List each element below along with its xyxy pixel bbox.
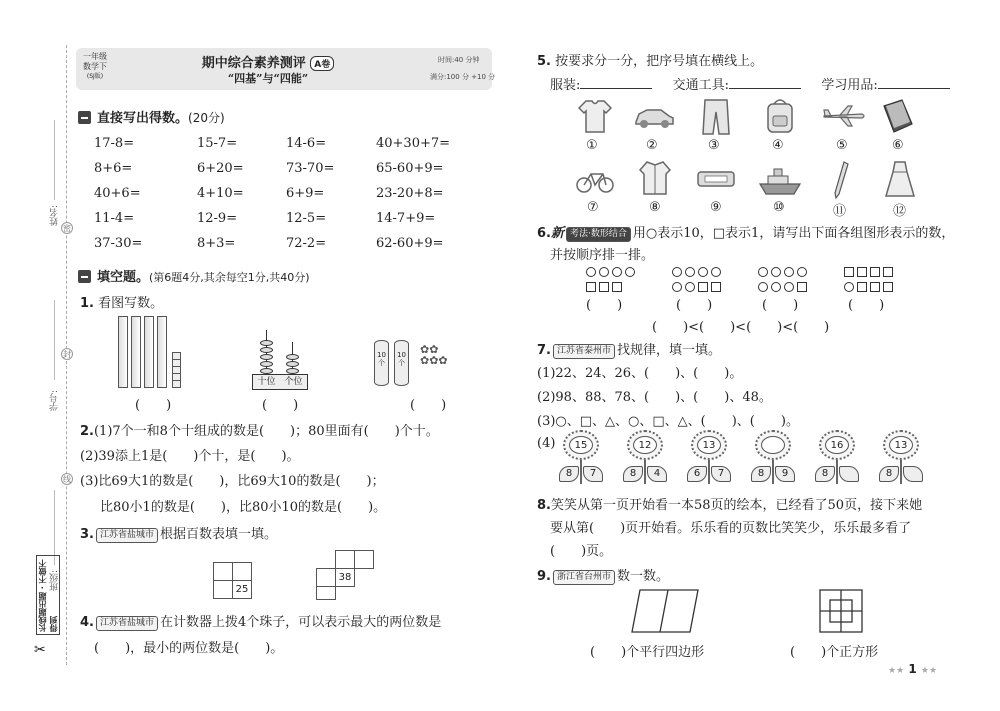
q1: 1. 看图写数。 [80, 296, 164, 311]
tens-rods-image [118, 316, 188, 392]
flower-6: 13 8 [875, 430, 927, 486]
q7: 7. 江苏省泰州市 找规律，填一填。 [537, 343, 722, 358]
pants-icon [702, 98, 730, 136]
clothing-blank[interactable] [580, 88, 652, 89]
page-subtitle: “四基”与“四能” [227, 72, 309, 85]
header-grade: 一年级 数学下 (SJ版) [83, 52, 107, 80]
q9: 9. 浙江省台州市 数一数。 [537, 569, 670, 584]
shape-group-1 [584, 264, 636, 294]
badge: A卷 [310, 56, 334, 71]
seal-char-3: 线 [63, 475, 71, 484]
section2-title: 填空题。(第6题4分,其余每空1分,共40分) [78, 266, 310, 285]
flower-3: 13 6 7 [683, 430, 735, 486]
scissors-icon: ✂ [34, 642, 46, 658]
airplane-icon [822, 104, 866, 128]
flower-1: 15 8 7 [555, 430, 607, 486]
class-line [54, 490, 55, 565]
item-label-8: ⑧ [649, 200, 661, 215]
q1-answer-2[interactable]: ( ) [262, 398, 299, 413]
transport-blank[interactable] [729, 88, 801, 89]
hundred-grid-a: 25 [213, 562, 253, 600]
flower-2: 12 8 4 [619, 430, 671, 486]
score-info: 满分:100 分 +10 分 [430, 73, 496, 81]
q4-line1: 4. 江苏省盐城市 在计数器上拨4个珠子，可以表示最大的两位数是 [80, 615, 442, 630]
items-row1 [578, 98, 938, 158]
q2-line4: 比80小1的数是( )，比80小10的数是( )。 [100, 500, 387, 515]
q6-answer-3[interactable]: ( ) [762, 298, 799, 313]
hundred-grid-b: 38 [316, 550, 374, 600]
q7-line2: (2)98、88、78、( )、( )、48。 [537, 390, 772, 405]
q8-line3: ( )页。 [550, 544, 613, 559]
car-icon [633, 104, 675, 130]
q8-line1: 8.笑笑从第一页开始看一本58页的绘本，已经看了50页，接下来她 [537, 498, 923, 513]
backpack-icon [764, 98, 796, 134]
pen-icon [833, 160, 849, 200]
bicycle-icon [575, 168, 615, 194]
flower-row [555, 430, 945, 488]
seal-char-1: 密 [63, 224, 71, 233]
jacket-icon [639, 160, 671, 196]
page-title: 期中综合素养测评 A卷 [118, 52, 418, 71]
bundles-image: 10个 10个 ✿✿ ✿✿✿ [374, 340, 464, 390]
flower-4: 8 9 [747, 430, 799, 486]
item-label-5: ⑤ [836, 138, 848, 153]
item-label-3: ③ [708, 138, 720, 153]
item-label-11: ⑪ [833, 204, 847, 219]
item-label-9: ⑨ [710, 200, 722, 215]
q6-line1: 6.新 考法·数形结合 用○表示10，□表示1，请写出下面各组图形表示的数， [537, 226, 955, 241]
shape-group-4 [842, 264, 894, 294]
slogan: 长线题出题 · 不做不得到 [36, 555, 60, 635]
q8-line2: 要从第( )页开始看。乐乐看的页数比笑笑少，乐乐最多看了 [550, 521, 912, 536]
q2-line2: (2)39添上1是( )个十，是( )。 [80, 449, 300, 464]
q6-answer-4[interactable]: ( ) [848, 298, 885, 313]
parallelogram-figure [630, 588, 700, 634]
time-info: 时间:40 分钟 [438, 56, 480, 64]
section-icon [78, 270, 91, 283]
item-label-4: ④ [772, 138, 784, 153]
q7-line1: (1)22、24、26、( )、( )。 [537, 366, 743, 381]
dress-icon [885, 160, 915, 198]
q6-order[interactable]: ( )<( )<( )<( ) [652, 320, 830, 335]
q1-answer-1[interactable]: ( ) [135, 398, 172, 413]
stationery-blank[interactable] [878, 88, 950, 89]
seal-char-2: 封 [63, 350, 71, 359]
item-label-10: ⑩ [773, 200, 785, 215]
q6-line2: 并按顺序排一排。 [550, 248, 655, 263]
q3: 3. 江苏省盐城市 根据百数表填一填。 [80, 527, 278, 542]
ship-icon [758, 166, 802, 196]
item-label-12: ⑫ [893, 204, 907, 219]
book-icon [880, 98, 914, 134]
items-row2 [575, 160, 940, 218]
item-label-7: ⑦ [587, 200, 599, 215]
q7-line3: (3)○、□、△、○、□、△、( )、( )。 [537, 414, 799, 429]
pencil-case-icon [697, 170, 735, 188]
q7-line4: (4) [537, 436, 556, 451]
item-label-1: ① [586, 138, 598, 153]
q1-answer-3[interactable]: ( ) [410, 398, 447, 413]
q6-answer-2[interactable]: ( ) [676, 298, 713, 313]
q5-categories: 服装: 交通工具: 学习用品: [550, 74, 950, 93]
q4-line2: ( )，最小的两位数是( )。 [94, 641, 284, 656]
q5: 5. 按要求分一分，把序号填在横线上。 [537, 54, 764, 69]
shape-group-3 [756, 264, 808, 294]
q6-answer-1[interactable]: ( ) [586, 298, 623, 313]
q9-answer-2[interactable]: ( )个正方形 [790, 645, 879, 660]
page-number: ★★ 1 ★★ [888, 662, 938, 676]
section-icon [78, 111, 91, 124]
tshirt-icon [578, 98, 612, 134]
student-no-label: 学号: [50, 390, 60, 412]
squares-figure [818, 588, 864, 634]
class-label: 班级: [50, 570, 60, 592]
q2-line1: 2.(1)7个一和8个十组成的数是( )；80里面有( )个十。 [80, 424, 439, 439]
abacus-image: 十位 个位 [252, 330, 308, 390]
item-label-6: ⑥ [892, 138, 904, 153]
shape-group-2 [670, 264, 722, 294]
section1-title: 直接写出得数。(20分) [78, 107, 225, 126]
q9-answer-1[interactable]: ( )个平行四边形 [590, 645, 705, 660]
flower-5: 16 8 [811, 430, 863, 486]
name-label: 姓名: [50, 205, 60, 227]
name-line [54, 120, 55, 200]
calc-grid: 17-8= 15-7= 14-6= 40+30+7= 8+6= 6+20= 73-70= 65-60+9= 40+6= 4+10= 6+9= 23-20+8= 11-4= 12-9= 12-5= 14-7+9= 37-30= 8+3= 72-2= 62-60+9= [94, 136, 451, 251]
q2-line3: (3)比69大1的数是( )，比69大10的数是( )； [80, 474, 385, 489]
item-label-2: ② [646, 138, 658, 153]
student-no-line [54, 300, 55, 380]
